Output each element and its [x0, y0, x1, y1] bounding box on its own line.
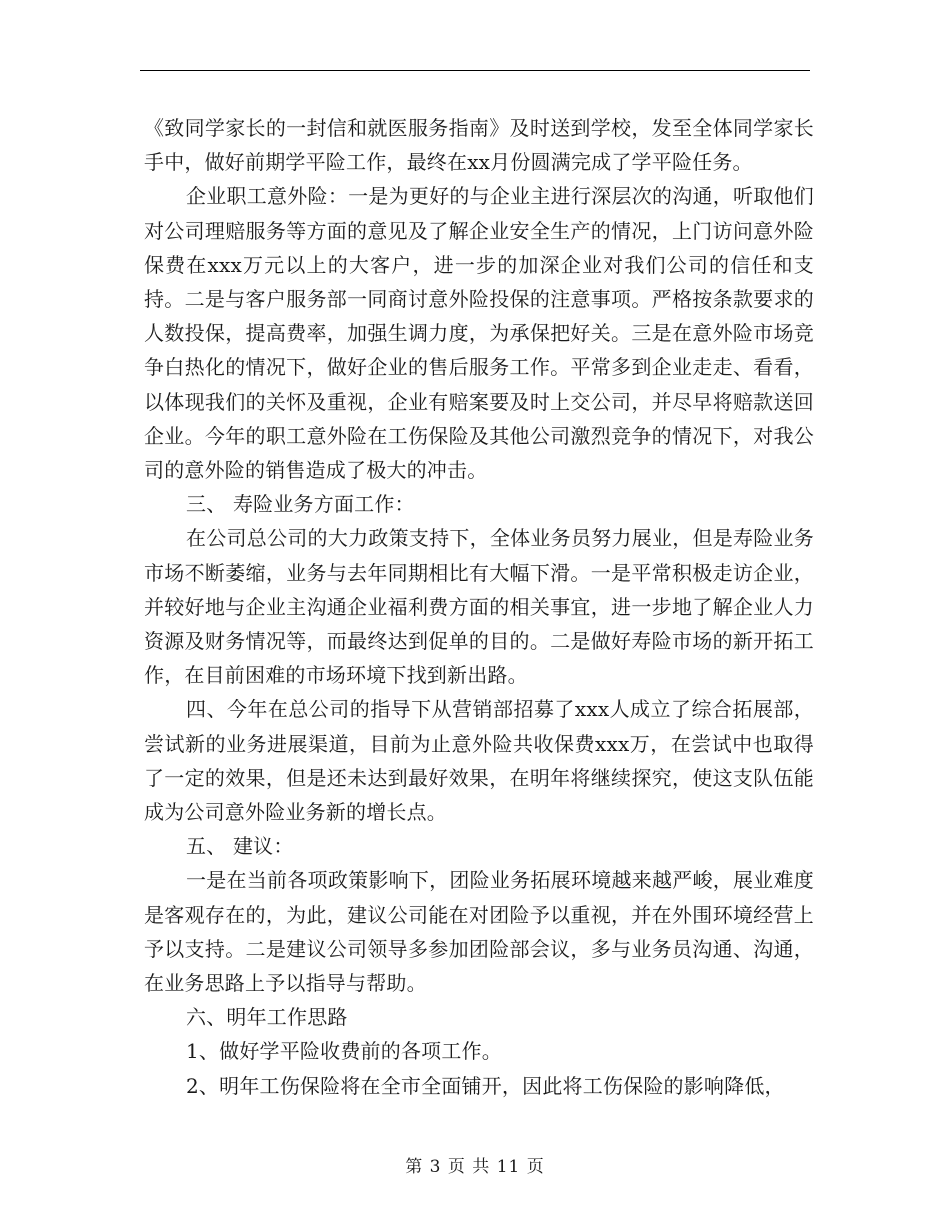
list-item-2: 2、明年工伤保险将在全市全面铺开，因此将工伤保险的影响降低，: [186, 1073, 785, 1098]
paragraph-1: 《致同学家长的一封信和就医服务指南》及时送到学校，发至全体同学家长手中，做好前期学平险工作，最终在xx月份圆满完成了学平险任务。: [144, 116, 814, 175]
paragraph-2: 企业职工意外险：一是为更好的与企业主进行深层次的沟通，听取他们对公司理赔服务等方面的意见及了解企业安全生产的情况，上门访问意外险保费在xxx万元以上的大客户，进一步的加深企业对我们公司的信任和支持。二是与客户服务部一同商讨意外险投保的注意事项。严格按条款要求的人数投保，提高费率，加强生调力度，为承保把好关。三是在意外险市场竞争白热化的情况下，做好企业的售后服务工作。平常多到企业走走、看看，以体现我们的关怀及重视，企业有赔案要及时上交公司，并尽早将赔款送回企业。今年的职工意外险在工伤保险及其他公司激烈竞争的情况下，对我公司的意外险的销售造成了极大的冲击。: [144, 184, 814, 483]
section-heading-3: 三、 寿险业务方面工作：: [186, 492, 415, 517]
document-body: [144, 111, 814, 1103]
paragraph-4: 在公司总公司的大力政策支持下，全体业务员努力展业，但是寿险业务市场不断萎缩，业务与去年同期相比有大幅下滑。一是平常积极走访企业，并较好地与企业主沟通企业福利费方面的相关事宜，进一步地了解企业人力资源及财务情况等，而最终达到促单的目的。二是做好寿险市场的新开拓工作，在目前困难的市场环境下找到新出路。: [144, 526, 814, 688]
section-heading-5: 五、 建议：: [186, 834, 294, 859]
section-heading-6: 六、明年工作思路: [186, 1005, 348, 1030]
paragraph-7: 一是在当前各项政策影响下，团险业务拓展环境越来越严峻，展业难度是客观存在的，为此，建议公司能在对团险予以重视，并在外围环境经营上予以支持。二是建议公司领导多参加团险部会议，多与业务员沟通、沟通，在业务思路上予以指导与帮助。: [144, 868, 814, 996]
paragraph-5: 四、今年在总公司的指导下从营销部招募了xxx人成立了综合拓展部，尝试新的业务进展渠道，目前为止意外险共收保费xxx万，在尝试中也取得了一定的效果，但是还未达到最好效果，在明年将继续探究，使这支队伍能成为公司意外险业务新的增长点。: [144, 697, 814, 825]
header-rule: [140, 70, 810, 71]
list-item-1: 1、做好学平险收费前的各项工作。: [186, 1039, 502, 1064]
page-footer: 第 3 页 共 11 页: [405, 1157, 545, 1177]
